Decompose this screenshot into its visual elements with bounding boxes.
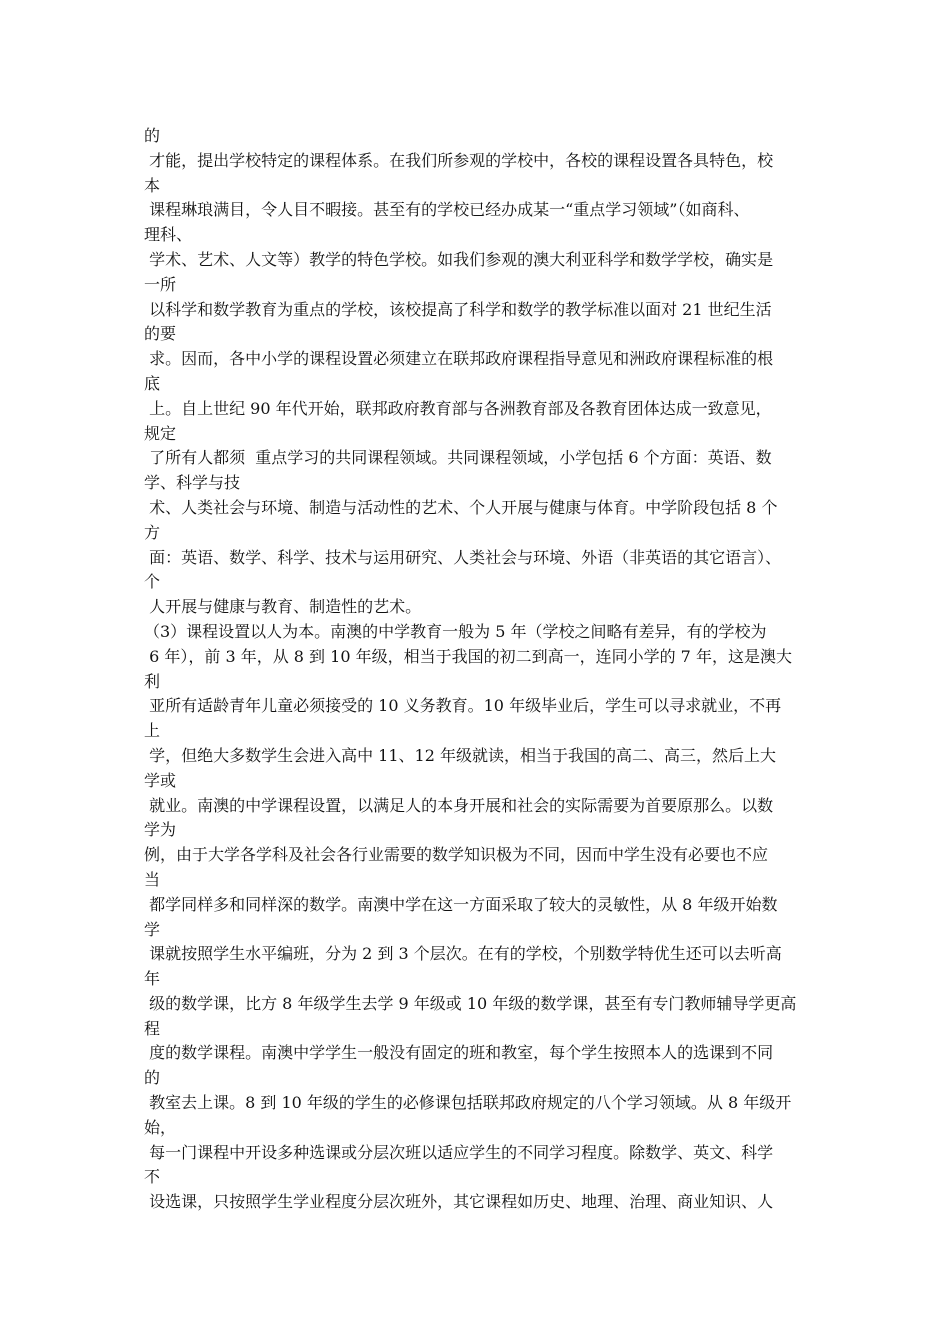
text-line: 级的数学课，比方 8 年级学生去学 9 年级或 10 年级的数学课，甚至有专门教师辅导学更高 xyxy=(144,993,797,1013)
text-line: 个 xyxy=(144,572,161,592)
text-line: 以科学和数学教育为重点的学校，该校提高了科学和数学的教学标准以面对 21 世纪生活 xyxy=(144,299,772,319)
text-line: 始， xyxy=(144,1117,177,1137)
text-line: 了所有人都须 重点学习的共同课程领域。共同课程领域，小学包括 6 个方面：英语、数 xyxy=(144,448,772,468)
text-line: 规定 xyxy=(144,423,177,443)
text-line: 设选课，只按照学生学业程度分层次班外，其它课程如历史、地理、治理、商业知识、人 xyxy=(144,1192,774,1212)
text-line: （3）课程设置以人为本。南澳的中学教育一般为 5 年（学校之间略有差异，有的学校为 xyxy=(144,621,767,641)
text-line: 都学同样多和同样深的数学。南澳中学在这一方面采取了较大的灵敏性，从 8 年级开始数 xyxy=(144,894,778,914)
text-line: 方 xyxy=(144,522,161,542)
text-line: 亚所有适龄青年儿童必须接受的 10 义务教育。10 年级毕业后，学生可以寻求就业，不再 xyxy=(144,696,782,716)
text-line: 学为 xyxy=(144,820,177,840)
text-line: 就业。南澳的中学课程设置，以满足人的本身开展和社会的实际需要为首要原那么。以数 xyxy=(144,795,774,815)
text-line: 不 xyxy=(144,1167,161,1187)
text-line: 一所 xyxy=(144,274,177,294)
text-line: 学、科学与技 xyxy=(144,473,241,493)
text-line: 度的数学课程。南澳中学学生一般没有固定的班和教室，每个学生按照本人的选课到不同 xyxy=(144,1043,774,1063)
text-line: 学 xyxy=(144,919,161,939)
text-line: 面：英语、数学、科学、技术与运用研究、人类社会与环境、外语（非英语的其它语言）、 xyxy=(144,547,782,567)
text-line: 6 年），前 3 年，从 8 到 10 年级，相当于我国的初二到高一，连同小学的 7 年，这是澳大 xyxy=(144,646,792,666)
text-line: 教室去上课。8 到 10 年级的学生的必修课包括联邦政府规定的八个学习领域。从 8 年级开 xyxy=(144,1093,792,1113)
document-body xyxy=(144,124,824,1215)
text-line: 本 xyxy=(144,175,161,195)
text-line: 程 xyxy=(144,1018,161,1038)
text-line: 课程琳琅满目，令人目不暇接。甚至有的学校已经办成某一“重点学习领域”（如商科、 xyxy=(144,200,750,220)
text-line: 的 xyxy=(144,1068,161,1088)
text-line: 才能，提出学校特定的课程体系。在我们所参观的学校中，各校的课程设置各具特色，校 xyxy=(144,150,774,170)
text-line: 例，由于大学各学科及社会各行业需要的数学知识极为不同，因而中学生没有必要也不应 xyxy=(144,845,769,865)
text-line: 学术、艺术、人文等）教学的特色学校。如我们参观的澳大利亚科学和数学学校，确实是 xyxy=(144,249,774,269)
text-line: 学或 xyxy=(144,770,177,790)
text-line: 人开展与健康与教育、制造性的艺术。 xyxy=(144,597,422,617)
text-line: 的要 xyxy=(144,324,177,344)
text-line: 底 xyxy=(144,373,161,393)
text-line: 理科、 xyxy=(144,225,193,245)
text-line: 术、人类社会与环境、制造与活动性的艺术、个人开展与健康与体育。中学阶段包括 8 个 xyxy=(144,497,778,517)
text-line: 上 xyxy=(144,721,161,741)
text-line: 年 xyxy=(144,969,161,989)
text-line: 利 xyxy=(144,671,161,691)
text-line: 求。因而，各中小学的课程设置必须建立在联邦政府课程指导意见和洲政府课程标准的根 xyxy=(144,349,774,369)
text-line: 学，但绝大多数学生会进入高中 11、12 年级就读，相当于我国的高二、高三，然后上大 xyxy=(144,745,776,765)
text-line: 上。自上世纪 90 年代开始，联邦政府教育部与各洲教育部及各教育团体达成一致意见， xyxy=(144,398,772,418)
text-line: 当 xyxy=(144,869,161,889)
text-line: 每一门课程中开设多种选课或分层次班以适应学生的不同学习程度。除数学、英文、科学 xyxy=(144,1142,774,1162)
text-line: 课就按照学生水平编班，分为 2 到 3 个层次。在有的学校，个别数学特优生还可以去听高 xyxy=(144,944,782,964)
text-line: 的 xyxy=(144,126,161,145)
